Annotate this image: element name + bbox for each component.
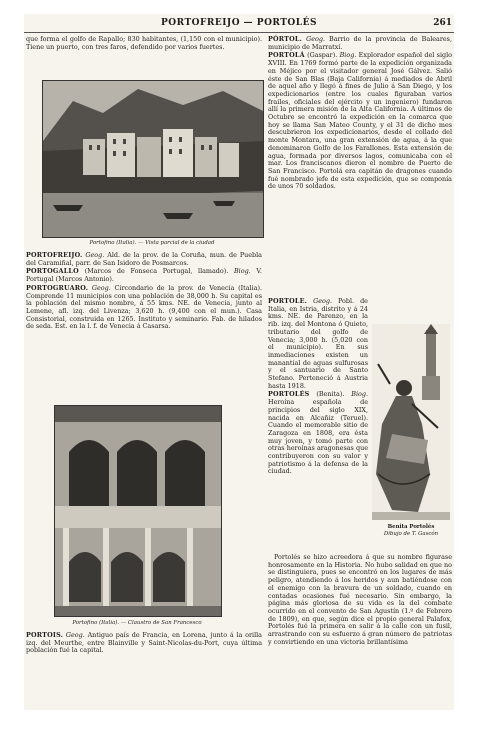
entry-portois-head: PORTOIS. — [26, 631, 64, 639]
entry-portola-abbr: Biog. — [339, 51, 357, 60]
page-header — [24, 18, 454, 33]
entry-portola-text: Explorador español del siglo XVIII. En 1769 formó parte de la expedición organizada en Méjico por el visitador general José Gálvez. Salió éste de San Blas (Baja California) á mediados de Abril de aquel año y llegó á fines de Julio á San Diego, y los expedicionarios (entre los cuales figuraban varios frailes, oficiales del ejército y un ingeniero) fundaron allí la primera misión de la Alta California. A últimos de Octubre se encontró la expedición en la comarca que hoy se llama San Mateo County, y el 31 de dicho mes descubrieron los expedicionarios, desde el collado del monte Montara, una gran extensión de agua, á la que denominaron Golfo de los Farallones. Esta extensión de agua, formada por diversos lagos, comunicaba con el mar. Los franciscanos dieron el nombre de Puerto de San Francisco. Portolá era capitán de dragones cuando fué nombrado jefe de esta expedición, que se componía de unos 70 soldados. — [268, 51, 452, 191]
entry-portogallo-abbr: Biog. — [233, 267, 251, 276]
right-bottom — [268, 554, 452, 647]
photo3-caption-title: Benita Portolés — [387, 524, 435, 530]
photo3-caption-credit: Dibujo de T. Gascón — [383, 531, 439, 537]
entry-portogallo-head: PORTOGALLO — [26, 267, 79, 276]
entry-portofreijo-text: Ald. de la prov. de la Coruña, mun. de Puebla del Caramiñal, parr. de San Isidoro de Posmarcos. — [26, 251, 262, 267]
page-number: 261 — [433, 18, 452, 28]
entry-portole-head: PORTOLE. — [268, 297, 308, 305]
entry-portole-text: Pobl. de Italia, en Istria, distrito y á 24 kms. NE. de Parenzo, en la rib. izq. del Montona ó Quieto, tributario del golfo de Venecia; 3,000 h. (5,020 con el municipio). En sus inmediaciones existen un manantial de aguas sulfurosas y el santuario de Santo Stefano. Perteneció á Austria hasta 1918. — [268, 297, 368, 390]
photo-cloister-image — [55, 406, 221, 616]
left-top-text — [26, 36, 262, 52]
entry-portois-text: Antiguo país de Francia, en Lorena, junto á la orilla izq. del Meurthe, entre Blainville y Saint-Nicolas-du-Port, cuya última población fué la capital. — [26, 631, 262, 655]
entry-portofreijo — [26, 252, 262, 267]
photo1-caption: Portofino (Italia). — Vista parcial de la ciudad — [89, 240, 215, 246]
entry-portole-abbr: Geog. — [313, 297, 332, 305]
entry-portola-name: (Gaspar). — [307, 51, 338, 60]
entry-portogruaro — [26, 285, 262, 331]
entry-portogruaro-abbr: Geog. — [91, 283, 111, 292]
entry-portois-abbr: Geog. — [65, 631, 85, 639]
entry-portoles-head: PORTOLÉS — [268, 390, 310, 399]
entry-portol-text: Barrio de la provincia de Baleares, municipio de Marratxí. — [268, 35, 452, 51]
right-middle — [268, 298, 368, 477]
photo-portofino-view-image — [43, 81, 263, 237]
photo2-caption: Portofino (Italia). — Claustro de San Francesco — [72, 620, 202, 626]
entry-portoles-cont: Portolés se hizo acreedora á que su nombre figurase honrosamente en la Historia. No hubo salidad en que no se distinguiera, pues se encontró en los lugares de más peligro, atendiendo á los heridos y aun batiéndose con el enemigo con la bravura de un soldado, cuando en contadas ocasiones fué necesario. Sin embargo, la página más gloriosa de su vida es la del combate ocurrido en el convento de San Agustín (1.º de Febrero de 1809), en que, según dice el propio general Palafox, Portolés fué la primera en salir á la calle con un fusil, arrastrando con su esfuerzo á gran número de patriotas y convirtiendo en una victoria brillantísima — [268, 553, 452, 646]
entry-portofreijo-abbr: Geog. — [85, 251, 105, 259]
entry-portol-head: PÓRTOL. — [268, 35, 303, 43]
right-upper — [268, 36, 452, 192]
entry-portogruaro-text: Circondario de la prov. de Venecia (Italia). Comprende 11 municipios con una población de 38,000 h. Su capital es la población del mismo nombre, á 55 kms. NE. de Venecia, junto al Lemene, afl. izq. del Livenza; 3,620 h. (9,400 con el mun.). Casa Consistorial, construida en 1265. Instituto y seminario. Fab. de hilados de seda. Est. en la l. f. de Venecia á Casarsa. — [26, 283, 262, 331]
photo-portofino-view — [42, 80, 264, 238]
entry-portofreijo-head: PORTOFREIJO. — [26, 251, 83, 259]
entry-portogallo — [26, 268, 262, 283]
photo-cloister — [54, 405, 222, 617]
header-title: PORTOFREIJO — PORTOLÉS — [161, 18, 317, 28]
left-bottom — [26, 632, 262, 656]
entry-portole — [268, 298, 368, 390]
entry-portol — [268, 36, 452, 51]
entry-portogruaro-head: PORTOGRUARO. — [26, 283, 89, 292]
page-sheet — [24, 14, 454, 710]
left-entries — [26, 252, 262, 332]
entry-portoles — [268, 391, 368, 476]
entry-portol-abbr: Geog. — [306, 35, 325, 43]
entry-portois — [26, 632, 262, 655]
entry-portoles-name: (Benita). — [316, 390, 345, 399]
entry-portoles-text: Heroína española de principios del siglo XIX, nacida en Alcañiz (Teruel). Cuando el memorable sitio de Zaragoza en 1808, era ésta muy joven, y tomó parte con otras heroínas aragonesas que contribuyeron con su valor y patriotismo á la defensa de la ciudad. — [268, 398, 368, 476]
entry-portogallo-tail: V. Portugal (Marcos Antonio). — [26, 267, 262, 284]
entry-portola-head: PORTOLÁ — [268, 51, 305, 60]
illustration-benita-image — [372, 324, 450, 520]
illustration-benita-portoles — [372, 324, 450, 520]
entry-portogallo-text: (Marcos de Fonseca Portugal, llamado). — [84, 267, 229, 276]
entry-portoles-abbr: Biog. — [351, 390, 368, 399]
left-top-lines: que forma el golfo de Rapallo; 830 habitantes, (1,150 con el municipio). Tiene un puerto, con tres faros, defendido por varios fuertes. — [26, 35, 262, 51]
entry-portola — [268, 52, 452, 191]
